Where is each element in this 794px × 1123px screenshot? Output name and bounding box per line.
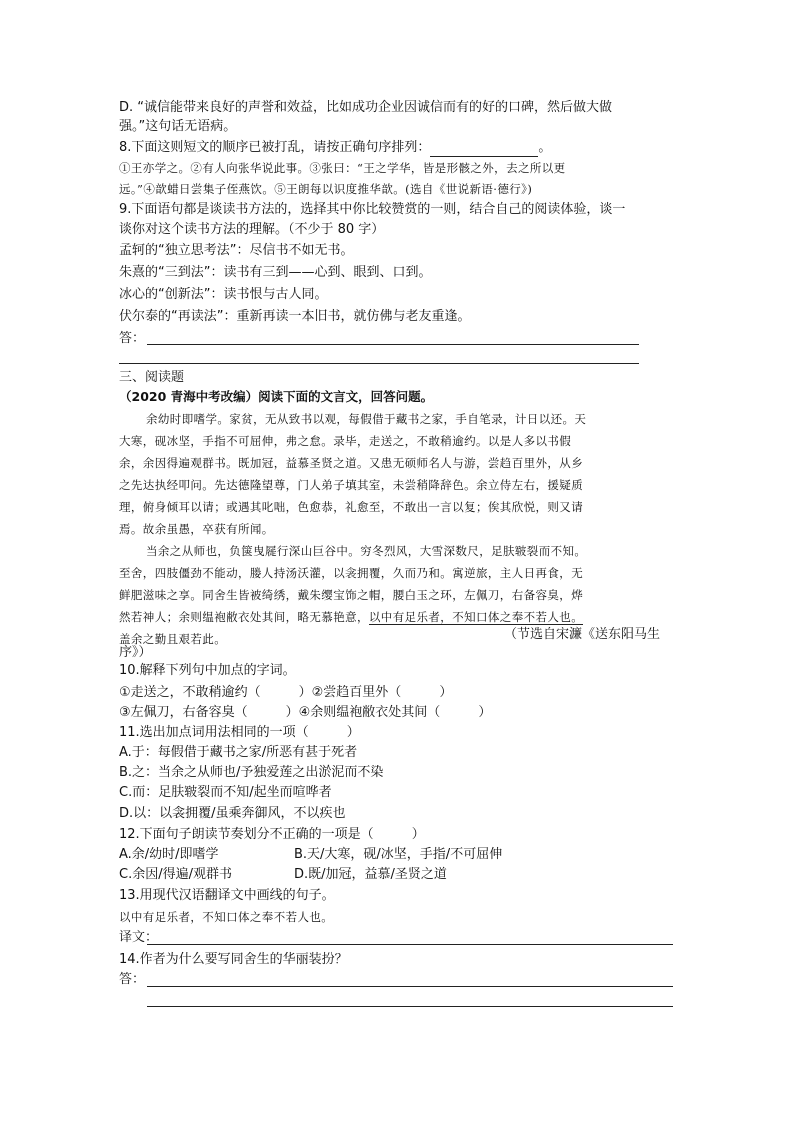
q10-stem: 10.解释下列句中加点的字词。 bbox=[119, 663, 296, 678]
q7-option-d-line1: D. “诚信能带来良好的声誉和效益，比如成功企业因诚信而有的好的口碑，然后做大做 bbox=[119, 100, 613, 115]
q11-stem-end: ） bbox=[346, 725, 360, 740]
passage-source-line2: 序》） bbox=[119, 645, 152, 660]
q8-shuffled-line1: ①王亦学之。②有人向张华说此事。③张曰：“王之学华，皆是形骸之外，去之所以更 bbox=[119, 161, 566, 175]
q13-stem: 13.用现代汉语翻译文中画线的句子。 bbox=[119, 888, 335, 903]
passage-p1-line4: 之先达执经叩问。先达德隆望尊，门人弟子填其室，未尝稍降辞色。余立侍左右，援疑质 bbox=[119, 478, 584, 492]
q11-stem bbox=[119, 724, 360, 742]
q12-stem-end: ） bbox=[411, 827, 425, 842]
passage-p1-line3: 余，余因得遍观群书。既加冠，益慕圣贤之道。又患无硕师名人与游，尝趋百里外，从乡 bbox=[119, 456, 584, 470]
q14-answer-line-1[interactable] bbox=[147, 986, 673, 987]
q8-stem-text: 8.下面这则短文的顺序已被打乱，请按正确句序排列： bbox=[119, 140, 431, 155]
q8-answer-blank[interactable] bbox=[430, 142, 538, 157]
q8-stem bbox=[119, 139, 551, 157]
q10-item3: ③左佩刀，右备容臭（ bbox=[119, 705, 248, 720]
q12-option-d: D.既/加冠，益慕/圣贤之道 bbox=[294, 867, 447, 882]
passage-p2-line1: 当余之从师也，负箧曳屣行深山巨谷中。穷冬烈风，大雪深数尺，足肤皲裂而不知。 bbox=[146, 544, 587, 558]
q14-answer-label: 答： bbox=[119, 972, 146, 987]
q10-row2-close: ） bbox=[478, 705, 492, 720]
q12-option-a: A.余/幼时/即嗜学 bbox=[119, 847, 219, 862]
q8-shuffled-line2: 远。”④歆蜡日尝集子侄燕饮。⑤王朗每以识度推华歆。(选自《世说新语·德行》) bbox=[119, 182, 533, 196]
q9-answer-line-2[interactable] bbox=[119, 363, 639, 364]
section-title: 三、阅读题 bbox=[119, 370, 185, 385]
q12-option-b: B.天/大寒，砚/冰坚，手指/不可屈伸 bbox=[294, 847, 503, 862]
q11-option-d: D.以：以衾拥覆/虽乘奔御风，不以疾也 bbox=[119, 806, 346, 821]
q7-option-d-line2: 强。”这句话无语病。 bbox=[119, 119, 237, 134]
passage-source-line1: （节选自宋濂《送东阳马生 bbox=[504, 627, 661, 642]
q9-stem-line1: 9.下面语句都是谈读书方法的，选择其中你比较赞赏的一则，结合自己的阅读体验，谈一 bbox=[119, 202, 626, 217]
q11-stem-text: 11.选出加点词用法相同的一项（ bbox=[119, 725, 309, 740]
q10-row1 bbox=[119, 684, 452, 702]
q11-option-b: B.之：当余之从师也/予独爱莲之出淤泥而不染 bbox=[119, 765, 384, 780]
q12-option-c: C.余因/得遍/观群书 bbox=[119, 867, 232, 882]
q13-sentence: 以中有足乐者，不知口体之奉不若人也。 bbox=[119, 910, 334, 924]
q13-translation-line[interactable] bbox=[147, 944, 673, 945]
underlined-sentence: 以中有足乐者，不知口体之奉不若人也。 bbox=[368, 610, 584, 624]
q10-item1: ①走送之，不敢稍逾约（ bbox=[119, 685, 261, 700]
passage-p2-line2: 至舍，四肢僵劲不能动，媵人持汤沃灌，以衾拥覆，久而乃和。寓逆旅，主人日再食，无 bbox=[119, 566, 584, 580]
q10-row1-close: ） bbox=[439, 685, 453, 700]
q10-row2 bbox=[119, 704, 491, 722]
passage-p2-line4-text: 然若神人；余则缊袍敝衣处其间，略无慕艳意， bbox=[119, 610, 369, 624]
passage-p1-line2: 大寒，砚冰坚，手指不可屈伸，弗之怠。录毕，走送之，不敢稍逾约。以是人多以书假 bbox=[119, 434, 572, 448]
passage-p2-line4 bbox=[119, 608, 583, 626]
passage-p2-last: 盖余之勤且艰若此。 bbox=[119, 632, 227, 646]
passage-p1-line6: 焉。故余虽愚，卒获有所闻。 bbox=[119, 522, 274, 536]
q9-method-mengke: 孟轲的“独立思考法”：尽信书不如无书。 bbox=[119, 243, 354, 258]
q11-option-c: C.而：足肤皲裂而不知/起坐而喧哗者 bbox=[119, 785, 332, 800]
q9-stem-line2: 谈你对这个读书方法的理解。（不少于 80 字） bbox=[119, 222, 385, 237]
q9-method-bingxin: 冰心的“创新法”：读书恨与古人同。 bbox=[119, 287, 328, 302]
q9-answer-line-1[interactable] bbox=[147, 344, 639, 345]
reading-intro: （2020 青海中考改编）阅读下面的文言文，回答问题。 bbox=[119, 389, 434, 404]
q9-method-voltaire: 伏尔泰的“再读法”：重新再读一本旧书，就仿佛与老友重逢。 bbox=[119, 309, 471, 324]
q11-option-a: A.于：每假借于藏书之家/所恶有甚于死者 bbox=[119, 745, 358, 760]
q9-method-zhuxi: 朱熹的“三到法”：读书有三到——心到、眼到、口到。 bbox=[119, 265, 432, 280]
q8-stem-end: 。 bbox=[538, 140, 552, 155]
q10-item4: ）④余则缊袍敝衣处其间（ bbox=[285, 705, 441, 720]
q9-answer-label: 答： bbox=[119, 331, 146, 346]
q14-answer-line-2[interactable] bbox=[147, 1006, 673, 1007]
q13-translation-label: 译文： bbox=[119, 930, 159, 945]
passage-p1-line1: 余幼时即嗜学。家贫，无从致书以观，每假借于藏书之家，手自笔录，计日以还。天 bbox=[146, 412, 587, 426]
q12-stem bbox=[119, 826, 425, 844]
passage-p2-line3: 鲜肥滋味之享。同舍生皆被绮绣，戴朱缨宝饰之帽，腰白玉之环，左佩刀，右备容臭，烨 bbox=[119, 588, 584, 602]
q10-item2: ）②尝趋百里外（ bbox=[298, 685, 402, 700]
q14-stem: 14.作者为什么要写同舍生的华丽装扮？ bbox=[119, 952, 348, 967]
passage-p1-line5: 理，俯身倾耳以请；或遇其叱咄，色愈恭，礼愈至，不敢出一言以复；俟其欣悦，则又请 bbox=[119, 500, 584, 514]
q12-stem-text: 12.下面句子朗读节奏划分不正确的一项是（ bbox=[119, 827, 374, 842]
